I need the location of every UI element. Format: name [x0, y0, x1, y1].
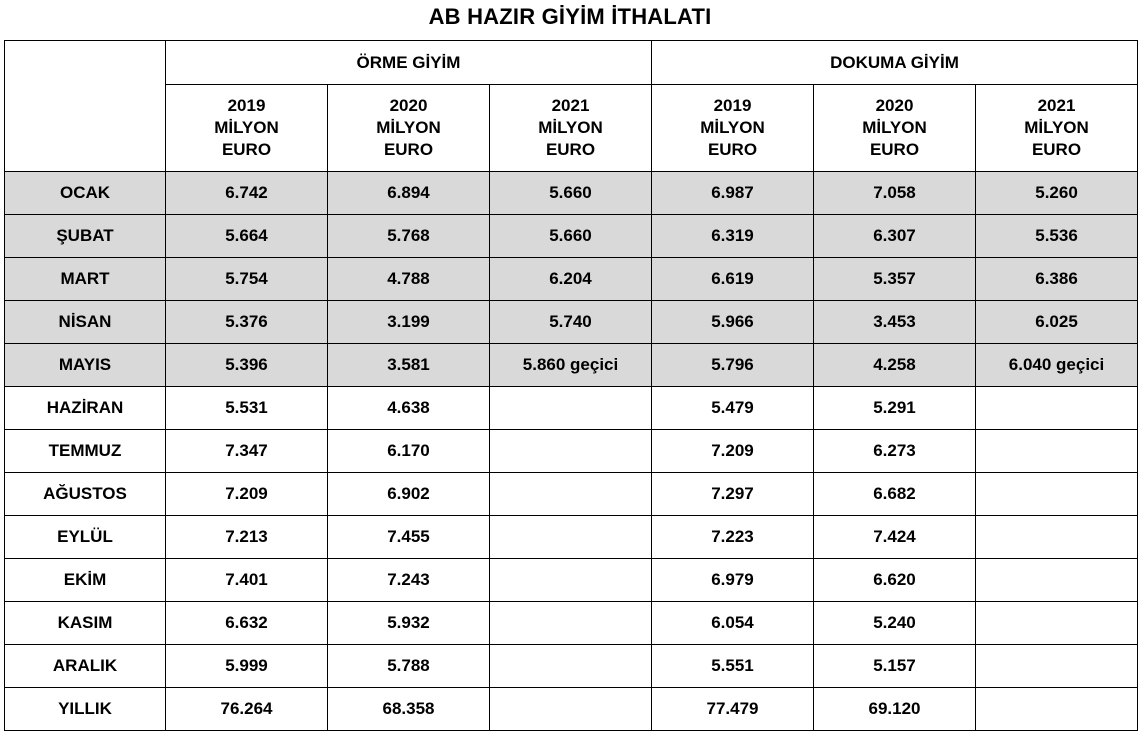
value-cell: 5.551 [652, 645, 814, 688]
value-cell: 6.040 geçici [976, 344, 1138, 387]
value-cell: 7.209 [166, 473, 328, 516]
year-header-cell: 2019 MİLYON EURO [166, 85, 328, 172]
month-cell: HAZİRAN [5, 387, 166, 430]
value-cell: 6.273 [814, 430, 976, 473]
month-cell: TEMMUZ [5, 430, 166, 473]
value-cell: 3.199 [328, 301, 490, 344]
value-cell: 5.768 [328, 215, 490, 258]
value-cell: 5.664 [166, 215, 328, 258]
corner-cell [5, 41, 166, 172]
value-cell: 69.120 [814, 688, 976, 731]
value-cell: 7.209 [652, 430, 814, 473]
group-header-row [5, 41, 1138, 85]
value-cell: 5.932 [328, 602, 490, 645]
value-cell: 77.479 [652, 688, 814, 731]
year-header-cell: 2019 MİLYON EURO [652, 85, 814, 172]
value-cell [976, 602, 1138, 645]
value-cell: 5.536 [976, 215, 1138, 258]
value-cell: 5.860 geçici [490, 344, 652, 387]
group-header-orme: ÖRME GİYİM [166, 41, 652, 85]
value-cell: 6.742 [166, 172, 328, 215]
value-cell: 5.740 [490, 301, 652, 344]
table-row [5, 516, 1138, 559]
value-cell [490, 516, 652, 559]
month-cell: ŞUBAT [5, 215, 166, 258]
value-cell: 6.170 [328, 430, 490, 473]
value-cell: 6.979 [652, 559, 814, 602]
month-cell: NİSAN [5, 301, 166, 344]
import-table [4, 40, 1138, 731]
value-cell: 6.307 [814, 215, 976, 258]
year-header-cell: 2020 MİLYON EURO [814, 85, 976, 172]
value-cell: 5.357 [814, 258, 976, 301]
value-cell: 7.058 [814, 172, 976, 215]
value-cell: 7.223 [652, 516, 814, 559]
month-cell: EKİM [5, 559, 166, 602]
month-cell: YILLIK [5, 688, 166, 731]
value-cell: 5.531 [166, 387, 328, 430]
table-row [5, 688, 1138, 731]
value-cell [490, 688, 652, 731]
value-cell: 6.204 [490, 258, 652, 301]
value-cell: 3.453 [814, 301, 976, 344]
value-cell [976, 473, 1138, 516]
value-cell: 7.401 [166, 559, 328, 602]
value-cell: 6.619 [652, 258, 814, 301]
year-header-row [5, 85, 1138, 172]
value-cell: 7.424 [814, 516, 976, 559]
value-cell: 6.894 [328, 172, 490, 215]
value-cell: 5.479 [652, 387, 814, 430]
value-cell: 5.754 [166, 258, 328, 301]
table-row [5, 430, 1138, 473]
table-row [5, 645, 1138, 688]
value-cell [490, 387, 652, 430]
table-row [5, 301, 1138, 344]
month-cell: MAYIS [5, 344, 166, 387]
value-cell [490, 645, 652, 688]
value-cell: 5.291 [814, 387, 976, 430]
value-cell: 4.788 [328, 258, 490, 301]
value-cell: 6.054 [652, 602, 814, 645]
value-cell: 6.620 [814, 559, 976, 602]
value-cell: 6.682 [814, 473, 976, 516]
value-cell: 7.455 [328, 516, 490, 559]
value-cell [976, 559, 1138, 602]
year-header-cell: 2021 MİLYON EURO [976, 85, 1138, 172]
table-row [5, 172, 1138, 215]
value-cell [976, 688, 1138, 731]
value-cell [490, 559, 652, 602]
table-row [5, 387, 1138, 430]
month-cell: OCAK [5, 172, 166, 215]
value-cell [490, 473, 652, 516]
value-cell: 5.966 [652, 301, 814, 344]
value-cell: 76.264 [166, 688, 328, 731]
value-cell: 4.258 [814, 344, 976, 387]
table-row [5, 344, 1138, 387]
value-cell: 7.347 [166, 430, 328, 473]
value-cell: 7.243 [328, 559, 490, 602]
value-cell: 5.660 [490, 215, 652, 258]
table-row [5, 215, 1138, 258]
value-cell: 3.581 [328, 344, 490, 387]
year-header-cell: 2020 MİLYON EURO [328, 85, 490, 172]
value-cell: 5.376 [166, 301, 328, 344]
value-cell: 6.632 [166, 602, 328, 645]
table-row [5, 473, 1138, 516]
value-cell [490, 602, 652, 645]
value-cell [976, 645, 1138, 688]
value-cell: 5.660 [490, 172, 652, 215]
value-cell: 5.260 [976, 172, 1138, 215]
value-cell: 7.297 [652, 473, 814, 516]
value-cell: 5.396 [166, 344, 328, 387]
month-cell: AĞUSTOS [5, 473, 166, 516]
value-cell: 5.788 [328, 645, 490, 688]
value-cell: 5.796 [652, 344, 814, 387]
month-cell: MART [5, 258, 166, 301]
month-cell: EYLÜL [5, 516, 166, 559]
table-row [5, 559, 1138, 602]
group-header-dokuma: DOKUMA GİYİM [652, 41, 1138, 85]
value-cell [976, 430, 1138, 473]
table-row [5, 602, 1138, 645]
table-row [5, 258, 1138, 301]
value-cell: 4.638 [328, 387, 490, 430]
year-header-cell: 2021 MİLYON EURO [490, 85, 652, 172]
value-cell: 6.319 [652, 215, 814, 258]
value-cell [976, 387, 1138, 430]
value-cell: 6.987 [652, 172, 814, 215]
value-cell: 5.999 [166, 645, 328, 688]
value-cell [490, 430, 652, 473]
value-cell: 6.902 [328, 473, 490, 516]
value-cell: 68.358 [328, 688, 490, 731]
page-title: AB HAZIR GİYİM İTHALATI [428, 4, 712, 29]
value-cell [976, 516, 1138, 559]
value-cell: 5.240 [814, 602, 976, 645]
value-cell: 6.386 [976, 258, 1138, 301]
month-cell: KASIM [5, 602, 166, 645]
month-cell: ARALIK [5, 645, 166, 688]
value-cell: 5.157 [814, 645, 976, 688]
value-cell: 7.213 [166, 516, 328, 559]
value-cell: 6.025 [976, 301, 1138, 344]
